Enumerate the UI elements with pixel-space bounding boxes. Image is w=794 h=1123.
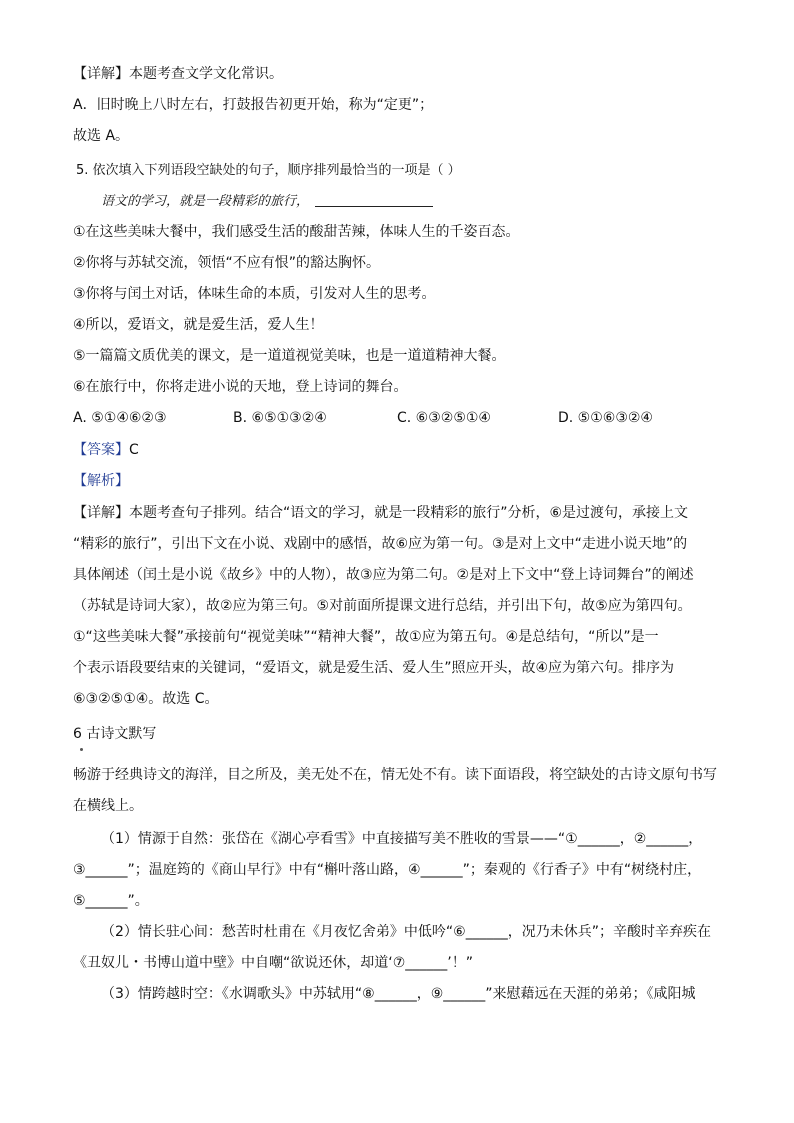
- analysis-paragraph-line: 个表示语段要结束的关键词，“爱语文，就是爱生活、爱人生”照应开头，故④应为第六句。排序为: [73, 660, 675, 676]
- question-6-title: 6 古诗文默写: [73, 726, 157, 742]
- dot-mark: [80, 748, 83, 751]
- handwritten-prompt: [101, 192, 433, 212]
- sub-question-1: ③______”；温庭筠的《商山早行》中有“槲叶落山路，④______”；秦观的《行香子》中有“树绕村庄，: [73, 862, 702, 878]
- option-a-explanation: A．旧时晚上八时左右，打鼓报告初更开始，称为“定更”；: [73, 97, 434, 113]
- sub-question-3: （3）情跨越时空：《水调歌头》中苏轼用“⑧______，⑨______”来慰藉远在天涯的弟弟；《咸阳城: [101, 986, 696, 1002]
- sub-question-1: ⑤______”。: [73, 893, 149, 909]
- blank-underline: [315, 192, 433, 207]
- sub-question-2: （2）情长驻心间：愁苦时杜甫在《月夜忆舍弟》中低吟“⑥______，况乃未休兵”；辛酸时辛弃疾在: [101, 924, 711, 940]
- answer-value: C: [129, 442, 139, 458]
- analysis-paragraph-line: ⑥③②⑤①④。故选 C。: [73, 691, 219, 707]
- analysis-paragraph-line: ①“这些美味大餐”承接前句“视觉美味”“精神大餐”，故①应为第五句。④是总结句，“所以”是一: [73, 629, 659, 645]
- analysis-paragraph-line: （苏轼是诗词大家），故②应为第三句。⑤对前面所提课文进行总结，并引出下句，故⑤应为第四句。: [73, 598, 692, 614]
- answer-tag: 【答案】: [73, 442, 129, 458]
- analysis-paragraph-line: 具体阐述（闰土是小说《故乡》中的人物），故③应为第二句。②是对上下文中“登上诗词舞台”的阐述: [73, 567, 694, 583]
- analysis-tag: 【解析】: [73, 473, 129, 489]
- explanation-line: 【详解】本题考查文学文化常识。: [73, 66, 283, 82]
- sentence-3: ③你将与闰土对话，体味生命的本质，引发对人生的思考。: [73, 286, 436, 302]
- answer-line: [73, 440, 139, 460]
- analysis-paragraph-line: “精彩的旅行”，引出下文在小说、戏剧中的感悟，故⑥应为第一句。③是对上文中“走进小说天地”的: [73, 536, 688, 552]
- sentence-6: ⑥在旅行中，你将走进小说的天地，登上诗词的舞台。: [73, 379, 408, 395]
- sentence-2: ②你将与苏轼交流，领悟“不应有恨”的豁达胸怀。: [73, 255, 381, 271]
- handwritten-prompt-text: 语文的学习，就是一段精彩的旅行，: [101, 194, 310, 209]
- question-5-stem: 5. 依次填入下列语段空缺处的句子，顺序排列最恰当的一项是（ ）: [76, 163, 461, 178]
- choice-line: 故选 A。: [73, 128, 130, 144]
- question-6-intro: 畅游于经典诗文的海洋，目之所及，美无处不在，情无处不有。读下面语段，将空缺处的古诗文原句书写: [73, 767, 717, 783]
- option-a: A. ⑤①④⑥②③: [73, 410, 167, 426]
- analysis-paragraph-line: 【详解】本题考查句子排列。结合“语文的学习，就是一段精彩的旅行”分析，⑥是过渡句，承接上文: [73, 505, 689, 521]
- sentence-1: ①在这些美味大餐中，我们感受生活的酸甜苦辣，体味人生的千姿百态。: [73, 224, 520, 240]
- option-b: B. ⑥⑤①③②④: [233, 410, 327, 426]
- sentence-5: ⑤一篇篇文质优美的课文，是一道道视觉美味，也是一道道精神大餐。: [73, 348, 506, 364]
- option-c: C. ⑥③②⑤①④: [397, 410, 491, 426]
- sentence-4: ④所以，爱语文，就是爱生活，爱人生！: [73, 317, 324, 333]
- option-d: D. ⑤①⑥③②④: [558, 410, 653, 426]
- question-6-intro: 在横线上。: [73, 798, 143, 814]
- sub-question-1: （1）情源于自然：张岱在《湖心亭看雪》中直接描写美不胜收的雪景——“①______，②______，: [101, 831, 703, 847]
- sub-question-2: 《丑奴儿・书博山道中壁》中自嘲“欲说还休，却道‘⑦______’！”: [73, 955, 473, 971]
